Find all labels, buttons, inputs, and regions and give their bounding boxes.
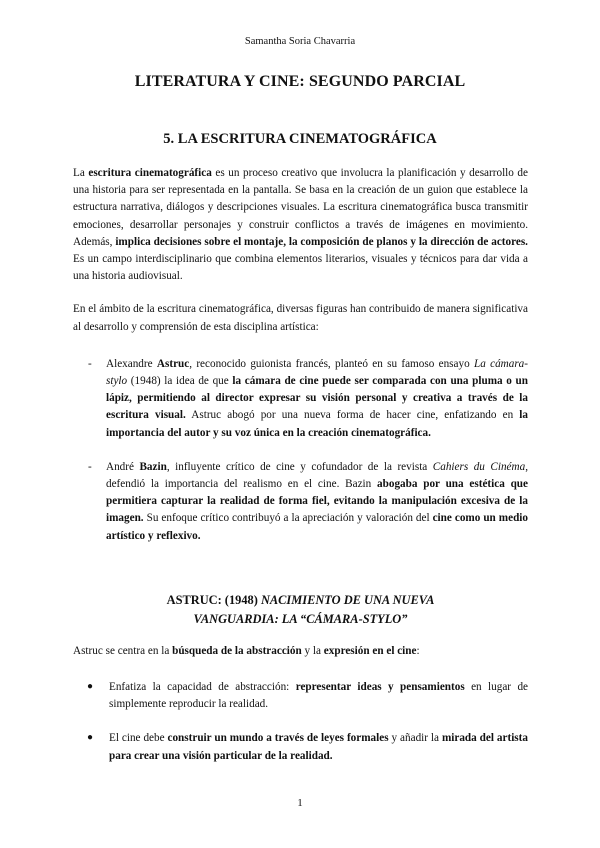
italic-title: La cámara-stylo <box>106 357 529 388</box>
bold-term: búsqueda de la abstracción <box>172 644 302 657</box>
bold-term: Bazin <box>139 460 167 473</box>
text-run: : <box>416 644 420 657</box>
text-run: Astruc abogó por una nueva forma de hacer cine, enfatizando en <box>185 409 520 422</box>
text-run: El cine debe <box>109 732 168 745</box>
document-title: LITERATURA Y CINE: SEGUNDO PARCIAL <box>134 73 466 90</box>
dash-marker: - <box>88 460 92 473</box>
text-run: es un proceso creativo que involucra la planificación y desarrollo de una historia para ser representada en la pantalla. Se basa en la creación de un guion que establece la estructura narrativa, diálogos y descripciones visuales. La escritura cinematográfica busca transmitir emociones, desarrollar personajes y construir conflictos a través de imágenes en movimiento. Además, <box>73 167 528 248</box>
italic-title: Cahiers du Cinéma <box>432 460 526 473</box>
page-header-author: Samantha Soria Chavarria <box>244 36 356 47</box>
text-run: , reconocido guionista francés, planteó en su famoso ensayo <box>189 357 474 370</box>
text-run: Alexandre <box>106 357 157 370</box>
section-title: 5. LA ESCRITURA CINEMATOGRÁFICA <box>163 131 437 147</box>
text-run: (1948) la idea de que <box>127 375 233 388</box>
text-run: André <box>106 460 140 473</box>
bold-term: Astruc <box>156 357 190 370</box>
bullet-icon: ● <box>87 732 94 744</box>
astruc-points-list <box>73 679 528 765</box>
bold-term: escritura cinematográfica <box>88 167 212 179</box>
text-run: en lugar de simplemente reproducir la realidad. <box>109 681 528 711</box>
subsection-title-part: VANGUARDIA: LA “CÁMARA-STYLO” <box>193 611 408 626</box>
context-paragraph: En el ámbito de la escritura cinematográfica, diversas figuras han contribuido de manera significativa al desarrollo y comprensión de esta disciplina artística: <box>73 303 528 333</box>
dash-marker: - <box>88 357 92 370</box>
list-item-abstraction <box>73 679 528 713</box>
text-run: Enfatiza la capacidad de abstracción: <box>109 681 296 694</box>
text-run: y la <box>301 644 324 657</box>
bold-term: implica decisiones sobre el montaje, la composición de planos y la dirección de actores. <box>115 235 528 248</box>
list-item-astruc <box>73 356 528 442</box>
subsection-title <box>73 591 528 629</box>
figures-list <box>73 356 528 545</box>
bold-term: expresión en el cine <box>323 644 417 657</box>
list-item-formal-laws <box>73 730 528 764</box>
document-body <box>73 165 528 765</box>
bold-term: la cámara de cine puede ser comparada con una pluma o un lápiz, permitiendo al director expresar su visión personal y creativa a través de la escritura visual. <box>106 375 528 422</box>
list-item-bazin <box>73 459 528 545</box>
bullet-icon: ● <box>87 681 94 693</box>
bold-term: mirada del artista para crear una visión particular de la realidad. <box>109 732 528 762</box>
astruc-intro-paragraph <box>73 643 528 660</box>
text-run: , influyente crítico de cine y cofundador de la revista <box>166 460 433 473</box>
text-run: Es un campo interdisciplinario que combina elementos literarios, visuales y técnicos para dar vida a una historia audiovisual. <box>73 253 528 283</box>
bold-term: abogaba por una estética que permitiera capturar la realidad de forma fiel, evitando la manipulación excesiva de la imagen. <box>106 478 528 525</box>
subsection-title-part: ASTRUC: (1948) <box>166 592 261 607</box>
text-run: , defendió la importancia del realismo en el cine. Bazin <box>106 460 528 491</box>
text-run: y añadir la <box>388 732 442 745</box>
text-run: Su enfoque crítico contribuyó a la apreciación y valoración del <box>143 512 433 525</box>
bold-term: cine como un medio artístico y reflexivo. <box>106 512 528 542</box>
bold-term: representar ideas y pensamientos <box>295 681 465 694</box>
text-run: La <box>73 167 89 179</box>
bold-term: construir un mundo a través de leyes formales <box>167 732 389 745</box>
text-run: Astruc se centra en la <box>73 644 173 657</box>
bold-term: la importancia del autor y su voz única en la creación cinematográfica. <box>106 409 528 439</box>
intro-paragraph <box>73 165 528 285</box>
page-number: 1 <box>297 797 303 809</box>
subsection-title-part: NACIMIENTO DE UNA NUEVA <box>260 592 435 607</box>
